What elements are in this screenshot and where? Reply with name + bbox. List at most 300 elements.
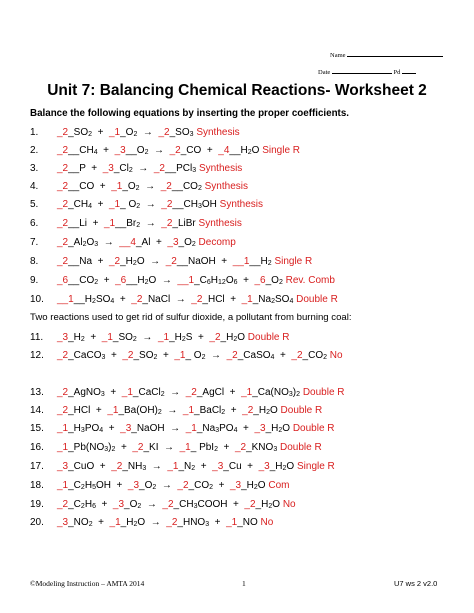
equation-row <box>30 421 335 437</box>
reaction-type-label: Double R <box>280 405 323 416</box>
coefficient-answer: _2 <box>57 199 69 210</box>
subscript: 4 <box>289 298 294 305</box>
formula-text: _H <box>120 256 133 267</box>
formula-text: __H <box>249 256 268 267</box>
formula-text: + <box>213 480 230 491</box>
formula-text: _C <box>68 499 81 510</box>
equation-row <box>30 216 242 232</box>
formula-text: SO <box>275 294 290 305</box>
coefficient-answer: _1 <box>241 387 253 398</box>
formula-text: _CaCl <box>132 387 161 398</box>
coefficient-answer: _2 <box>57 127 69 138</box>
subscript: 12 <box>218 279 226 286</box>
coefficient-answer: _2 <box>111 461 123 472</box>
subscript: 2 <box>92 298 96 305</box>
formula-text: _NO <box>237 517 258 528</box>
formula-text: _SO <box>133 350 154 361</box>
equation-row <box>30 273 335 289</box>
subscript: 2 <box>278 279 283 286</box>
formula-text: _Cu + <box>223 461 259 472</box>
equation-number: 14. <box>30 405 44 416</box>
coefficient-answer: _2 <box>160 181 172 192</box>
formula-text: _H <box>120 517 134 528</box>
formula-text: __CH <box>172 199 198 210</box>
formula-text: _Ba(OH) <box>118 405 158 416</box>
formula-text: __PCl <box>165 163 193 174</box>
formula-text: O → <box>137 517 167 528</box>
formula-text: _ O <box>120 199 137 210</box>
coefficient-answer: _3 <box>254 423 266 434</box>
formula-text: → <box>146 461 168 472</box>
coefficient-answer: _2 <box>165 256 177 267</box>
formula-text: __Na + <box>68 256 109 267</box>
reaction-type-label: Double R <box>302 387 345 398</box>
formula-text: O <box>286 461 295 472</box>
formula-text: _AgNO <box>68 387 101 398</box>
subscript: 2 <box>94 279 99 286</box>
date-blank-line <box>332 73 392 74</box>
coefficient-answer: _3 <box>114 145 126 156</box>
reaction-type-label: Synthesis <box>198 163 243 174</box>
formula-text: → <box>141 499 163 510</box>
reaction-type-label: No <box>260 517 274 528</box>
subscript: 3 <box>205 521 210 528</box>
equation-row <box>30 179 248 195</box>
subscript: 3 <box>101 354 106 361</box>
formula-text: O <box>282 423 291 434</box>
formula-text: _Al + <box>135 237 168 248</box>
subscript: 2 <box>111 446 116 453</box>
equation-row <box>30 440 322 456</box>
equation-number: 19. <box>30 499 44 510</box>
subscript: 6 <box>206 279 211 286</box>
formula-text: _O <box>124 499 138 510</box>
date-pd-field-label <box>318 69 416 76</box>
formula-text: → <box>139 181 161 192</box>
formula-text: + <box>225 405 243 416</box>
subscript: 2 <box>136 222 141 229</box>
coefficient-answer: _1 <box>109 127 121 138</box>
formula-text: _H <box>255 499 269 510</box>
coefficient-answer: _3 <box>127 480 140 491</box>
formula-text: → <box>132 163 154 174</box>
equation-row <box>30 161 242 177</box>
coefficient-answer: _1 <box>179 442 191 453</box>
formula-text: _H <box>68 332 81 343</box>
equation-number: 4. <box>30 181 39 192</box>
formula-text: O → <box>148 275 178 286</box>
formula-text: _SO <box>169 127 190 138</box>
equation-number: 12. <box>30 350 44 361</box>
formula-text: __NaOH + <box>176 256 233 267</box>
formula-text: O <box>272 499 281 510</box>
coefficient-answer: _2 <box>162 499 174 510</box>
subscript: 2 <box>267 260 272 267</box>
subscript: 2 <box>181 336 186 343</box>
date-label: Date <box>318 69 331 76</box>
subscript: 2 <box>296 391 301 398</box>
coefficient-answer: _2 <box>242 405 254 416</box>
equation-number: 7. <box>30 237 39 248</box>
reaction-type-label: Single R <box>262 145 301 156</box>
coefficient-answer: _2 <box>226 350 238 361</box>
formula-text: _HNO <box>177 517 206 528</box>
subscript: 4 <box>110 298 115 305</box>
subscript: 2 <box>144 149 149 156</box>
formula-text: _Ca(NO <box>252 387 289 398</box>
coefficient-answer: _2 <box>108 256 121 267</box>
subscript: 3 <box>288 391 293 398</box>
coefficient-answer: _1 <box>167 461 179 472</box>
subscript: 3 <box>94 241 99 248</box>
coefficient-answer: _2 <box>122 350 134 361</box>
footer-page-number: 1 <box>242 579 246 588</box>
formula-text: __Li + <box>68 218 104 229</box>
subscript: 2 <box>282 465 287 472</box>
reaction-type-label: Synthesis <box>204 181 248 192</box>
formula-text: __CO <box>171 181 198 192</box>
subscript: 2 <box>82 241 87 248</box>
formula-text: ) <box>292 387 297 398</box>
formula-text: _H <box>265 423 279 434</box>
equation-number: 10. <box>30 294 44 305</box>
coefficient-answer: _3 <box>212 461 224 472</box>
subscript: 2 <box>88 131 93 138</box>
equation-row <box>30 125 240 141</box>
formula-text: + <box>115 442 133 453</box>
formula-text: _CaCO <box>68 350 102 361</box>
reaction-type-label: Double R <box>247 332 290 343</box>
formula-text: O → <box>136 256 166 267</box>
reaction-type-label: Single R <box>296 461 335 472</box>
formula-text: SO <box>95 294 111 305</box>
formula-text: _CuO + <box>68 461 112 472</box>
formula-text: → <box>156 480 178 491</box>
sulfur-dioxide-paragraph: Two reactions used to get rid of sulfur dioxide, a pollutant from burning coal: <box>30 312 352 323</box>
subscript: 2 <box>191 465 196 472</box>
coefficient-answer: _2 <box>57 405 69 416</box>
formula-text: _CO + <box>180 145 219 156</box>
formula-text: _CO <box>188 480 210 491</box>
subscript: 2 <box>80 336 85 343</box>
formula-text: + <box>195 461 213 472</box>
coefficient-answer: _3 <box>258 461 270 472</box>
formula-text: O <box>257 480 266 491</box>
formula-text: _NaCl → <box>142 294 192 305</box>
formula-text: PO <box>84 423 100 434</box>
coefficient-answer: _1 <box>174 350 186 361</box>
formula-text: _O <box>139 480 153 491</box>
coefficient-answer: _1 <box>57 480 69 491</box>
coefficient-answer: _2 <box>244 499 256 510</box>
coefficient-answer: _2 <box>131 294 143 305</box>
subscript: 2 <box>88 521 93 528</box>
subscript: 4 <box>93 149 98 156</box>
subscript: 2 <box>201 354 206 361</box>
formula-text: + <box>92 127 109 138</box>
formula-text: O <box>269 405 278 416</box>
coefficient-answer: _1 <box>111 181 123 192</box>
reaction-type-label: Rev. Comb <box>285 275 335 286</box>
coefficient-answer: _6 <box>254 275 266 286</box>
equation-row <box>30 292 338 308</box>
formula-text: __H <box>126 275 145 286</box>
subscript: 2 <box>152 484 157 491</box>
subscript: 2 <box>160 391 165 398</box>
formula-text: → <box>140 199 162 210</box>
formula-text: _Na <box>196 423 216 434</box>
formula-text: _C <box>68 480 81 491</box>
formula-text: + <box>98 275 116 286</box>
coefficient-answer: _6 <box>115 275 127 286</box>
formula-text: _ PbI <box>190 442 215 453</box>
formula-text: _O <box>120 127 134 138</box>
subscript: 2 <box>253 484 258 491</box>
subscript: 2 <box>153 354 158 361</box>
coefficient-answer: __1 <box>232 256 250 267</box>
coefficient-answer: _1 <box>121 387 133 398</box>
formula-text: + <box>92 199 109 210</box>
coefficient-answer: _2 <box>153 163 165 174</box>
subscript: 3 <box>197 203 202 210</box>
coefficient-answer: _1 <box>182 405 195 416</box>
worksheet-title: Unit 7: Balancing Chemical Reactions- Worksheet 2 <box>47 82 427 99</box>
formula-text: _AgCl + <box>196 387 242 398</box>
formula-text: + <box>103 423 121 434</box>
subscript: 3 <box>80 427 85 434</box>
coefficient-answer: _2 <box>291 350 303 361</box>
subscript: 3 <box>193 503 198 510</box>
formula-text: _O <box>265 275 279 286</box>
formula-text: → <box>205 350 227 361</box>
coefficient-answer: _2 <box>161 218 173 229</box>
formula-text: _CH <box>173 499 194 510</box>
subscript: 2 <box>266 409 270 416</box>
coefficient-answer: _2 <box>158 127 170 138</box>
formula-text: _N <box>178 461 192 472</box>
equation-number: 9. <box>30 275 39 286</box>
subscript: 3 <box>189 131 194 138</box>
reaction-type-label: Double R <box>292 423 335 434</box>
formula-text: _KNO <box>246 442 274 453</box>
coefficient-answer: _1 <box>57 423 69 434</box>
equation-row <box>30 235 236 251</box>
footer-version: U7 ws 2 v2.0 <box>394 579 438 588</box>
formula-text: _KI → <box>143 442 180 453</box>
formula-text: H <box>84 480 93 491</box>
reaction-type-label: Single R <box>274 256 313 267</box>
formula-text: _H <box>253 405 267 416</box>
formula-text: __H <box>229 145 248 156</box>
subscript: 3 <box>104 446 109 453</box>
formula-text: → <box>164 387 186 398</box>
reaction-type-label: No <box>329 350 343 361</box>
coefficient-answer: _2 <box>185 387 197 398</box>
formula-text: → <box>136 332 158 343</box>
coefficient-answer: _2 <box>166 517 178 528</box>
subscript: 2 <box>80 503 85 510</box>
coefficient-answer: _1 <box>109 199 121 210</box>
equation-row <box>30 348 343 364</box>
formula-text: OH + <box>95 480 128 491</box>
formula-text: + <box>237 275 255 286</box>
formula-text: H <box>210 275 219 286</box>
formula-text: COOH + <box>197 499 245 510</box>
formula-text: _Na <box>252 294 272 305</box>
coefficient-answer: _2 <box>234 442 247 453</box>
coefficient-answer: _2 <box>169 145 181 156</box>
formula-text: _H <box>68 423 81 434</box>
equation-number: 11. <box>30 332 44 343</box>
formula-text: _CH <box>68 199 89 210</box>
formula-text: + <box>105 350 123 361</box>
equation-row <box>30 385 345 401</box>
coefficient-answer: _2 <box>161 199 173 210</box>
equation-number: 20. <box>30 517 44 528</box>
subscript: 2 <box>135 185 140 192</box>
subscript: 2 <box>80 484 85 491</box>
formula-text: _NaOH → <box>131 423 186 434</box>
formula-text: __P + <box>68 163 103 174</box>
reaction-type-label: Double R <box>296 294 338 305</box>
formula-text: _NO <box>68 517 89 528</box>
formula-text: S + <box>185 332 210 343</box>
subscript: 3 <box>142 465 147 472</box>
instructions: Balance the following equations by inserting the proper coefficients. <box>30 108 349 119</box>
formula-text: _LiBr <box>172 218 196 229</box>
name-blank-line <box>347 56 443 57</box>
equation-row <box>30 330 290 346</box>
coefficient-answer: _1 <box>103 218 116 229</box>
subscript: 2 <box>271 298 275 305</box>
formula-text: + <box>97 145 115 156</box>
subscript: 6 <box>233 279 238 286</box>
coefficient-answer: _2 <box>132 442 144 453</box>
formula-text: __CO + <box>68 181 112 192</box>
formula-text: _H <box>169 332 182 343</box>
name-field-label <box>330 52 443 59</box>
coefficient-answer: _1 <box>109 517 121 528</box>
subscript: 4 <box>233 427 238 434</box>
equation-number: 6. <box>30 218 39 229</box>
coefficient-answer: _3 <box>229 480 242 491</box>
subscript: 2 <box>133 131 138 138</box>
formula-text: __O <box>125 145 145 156</box>
subscript: 2 <box>323 354 327 361</box>
formula-text: → <box>140 218 162 229</box>
coefficient-answer: _4 <box>218 145 230 156</box>
equation-number: 17. <box>30 461 44 472</box>
formula-text: _BaCl <box>194 405 222 416</box>
subscript: 5 <box>92 484 96 491</box>
coefficient-answer: _6 <box>57 275 69 286</box>
formula-text: + <box>237 423 255 434</box>
formula-text: O <box>86 237 95 248</box>
coefficient-answer: _1 <box>226 517 238 528</box>
formula-text: + <box>84 332 102 343</box>
subscript: 4 <box>88 203 93 210</box>
coefficient-answer: _3 <box>112 499 125 510</box>
formula-text: _Pb(NO <box>68 442 105 453</box>
equation-number: 1. <box>30 127 39 138</box>
subscript: 3 <box>192 167 197 174</box>
reaction-type-label: Double R <box>280 442 322 453</box>
coefficient-answer: _2 <box>57 350 69 361</box>
subscript: 4 <box>99 427 104 434</box>
formula-text: __H <box>73 294 93 305</box>
subscript: 2 <box>197 185 202 192</box>
coefficient-answer: _2 <box>57 499 69 510</box>
formula-text: _H <box>241 480 254 491</box>
coefficient-answer: _2 <box>57 387 69 398</box>
subscript: 3 <box>100 391 105 398</box>
formula-text: → <box>98 237 120 248</box>
formula-text: O <box>251 145 260 156</box>
equation-row <box>30 459 335 475</box>
formula-text: _CO <box>302 350 324 361</box>
equation-row <box>30 143 300 159</box>
subscript: 2 <box>128 167 133 174</box>
formula-text: → <box>137 127 159 138</box>
coefficient-answer: _2 <box>57 256 69 267</box>
equation-number: 8. <box>30 256 39 267</box>
formula-text: → <box>161 405 183 416</box>
formula-text: + <box>104 387 122 398</box>
reaction-type-label: Synthesis <box>196 127 240 138</box>
subscript: 2 <box>157 409 162 416</box>
equation-number: 3. <box>30 163 39 174</box>
formula-text: O <box>237 332 246 343</box>
equation-number: 16. <box>30 442 44 453</box>
coefficient-answer: _2 <box>177 480 189 491</box>
formula-text: _C <box>194 275 207 286</box>
formula-text: _H <box>269 461 283 472</box>
coefficient-answer: _2 <box>57 163 69 174</box>
formula-text: _HCl + <box>68 405 108 416</box>
formula-text: + <box>92 517 110 528</box>
coefficient-answer: _2 <box>191 294 203 305</box>
equation-number: 5. <box>30 199 39 210</box>
subscript: 2 <box>247 149 252 156</box>
coefficient-answer: _1 <box>107 405 119 416</box>
coefficient-answer: _3 <box>167 237 179 248</box>
subscript: 6 <box>92 503 96 510</box>
formula-text: ) <box>108 442 112 453</box>
equation-row <box>30 497 296 513</box>
reaction-type-label: Decomp <box>198 237 236 248</box>
pd-label: Pd <box>393 69 401 76</box>
formula-text: → <box>148 145 170 156</box>
coefficient-answer: _3 <box>120 423 132 434</box>
coefficient-answer: _1 <box>185 423 197 434</box>
subscript: 2 <box>268 503 273 510</box>
formula-text: + <box>209 517 227 528</box>
pd-blank-line <box>402 73 416 74</box>
formula-text: _SO <box>112 332 133 343</box>
formula-text: _SO <box>68 127 89 138</box>
formula-text: _Cl <box>113 163 129 174</box>
formula-text: __CO <box>68 275 95 286</box>
formula-text: _Al <box>68 237 83 248</box>
subscript: 2 <box>278 427 283 434</box>
coefficient-answer: _1 <box>57 442 69 453</box>
formula-text: + <box>157 350 175 361</box>
formula-text: _HCl + <box>202 294 242 305</box>
formula-text: O <box>225 275 234 286</box>
equation-number: 13. <box>30 387 44 398</box>
coefficient-answer: _3 <box>57 517 69 528</box>
coefficient-answer: __1 <box>57 294 74 305</box>
